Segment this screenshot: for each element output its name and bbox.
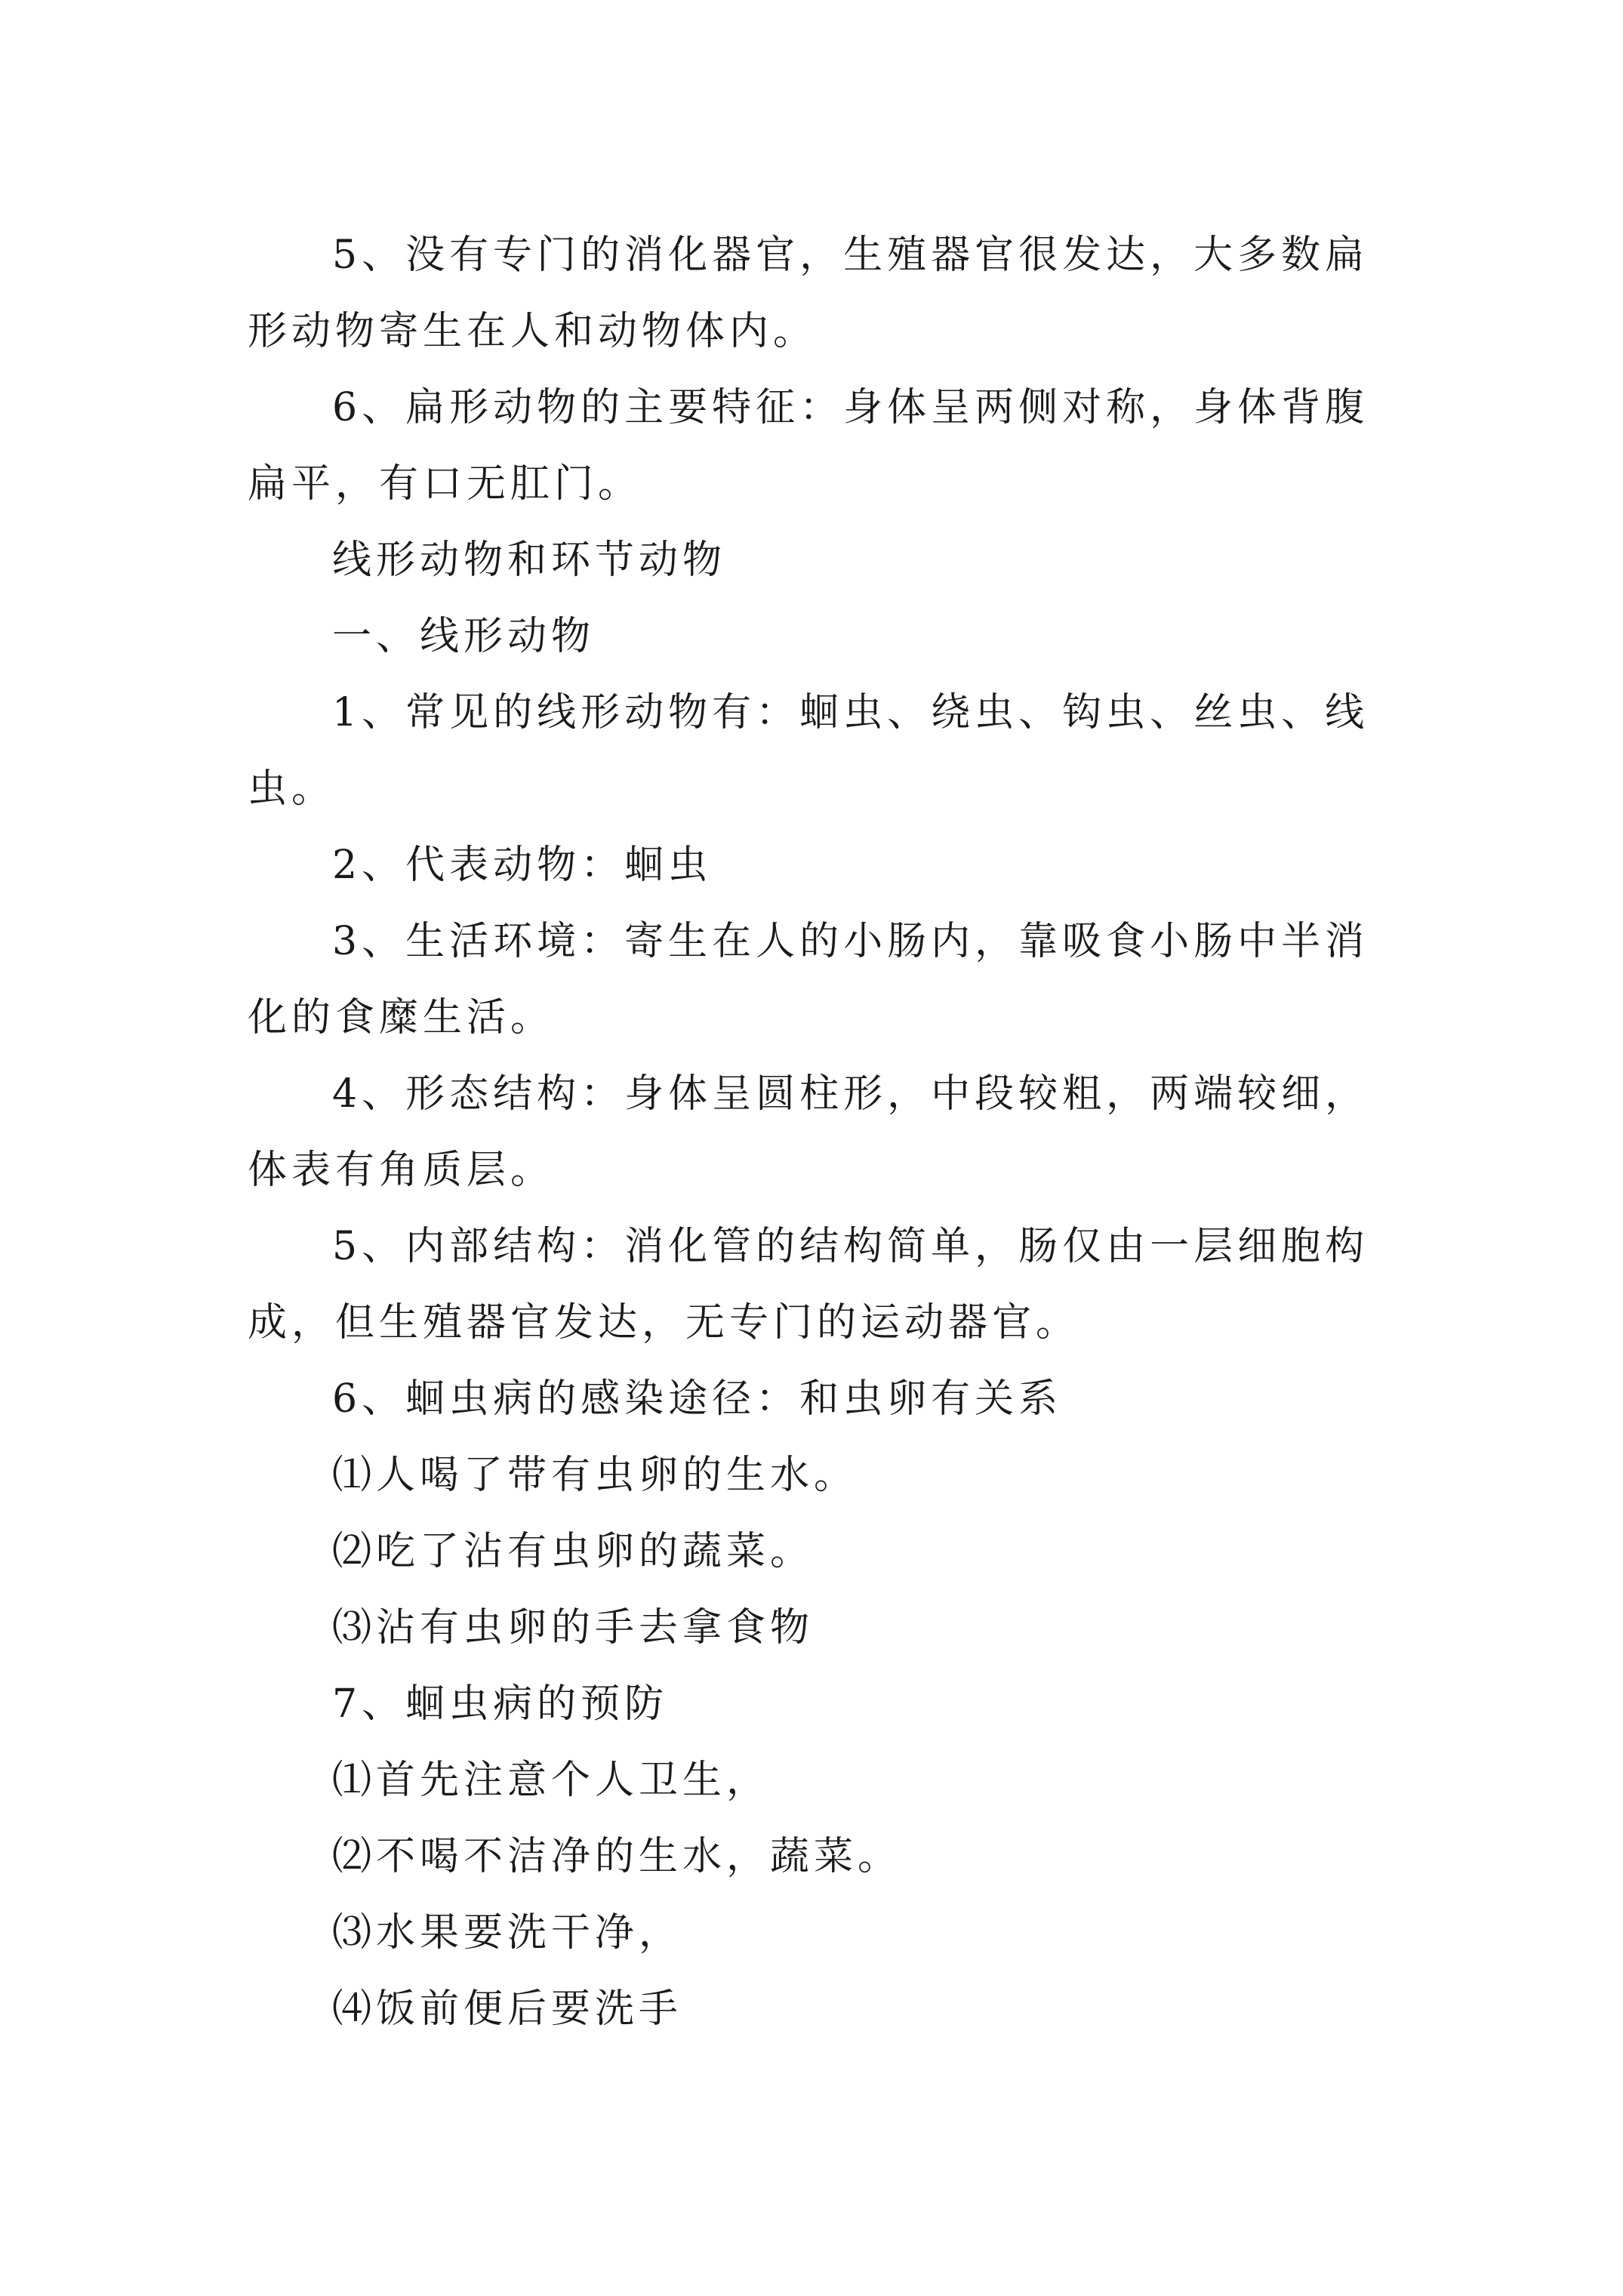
list-item: ⑶沾有虫卵的手去拿食物 [332,1605,815,1650]
paragraph-infection-routes: 6、蛔虫病的感染途径：和虫卵有关系 [332,1376,1063,1422]
list-item: ⑴人喝了带有虫卵的生水。 [332,1453,858,1498]
paragraph-representative: 2、代表动物：蛔虫 [332,843,713,888]
paragraph-prevention-heading: 7、蛔虫病的预防 [332,1681,669,1727]
paragraph-habitat: 3、生活环境：寄生在人的小肠内，靠吸食小肠中半消化的食糜生活。 [248,919,1369,1040]
paragraph-internal-structure: 5、内部结构：消化管的结构简单，肠仅由一层细胞构成，但生殖器官发达，无专门的运动器官。 [248,1224,1369,1345]
list-item: ⑵不喝不洁净的生水，蔬菜。 [332,1834,902,1879]
subsection-heading: 一、线形动物 [332,614,596,659]
list-item: ⑷饭前便后要洗手 [332,1986,683,2032]
list-item: ⑶水果要洗干净， [332,1910,683,1955]
list-item: ⑴首先注意个人卫生， [332,1758,771,1803]
paragraph-common-nematodes: 1、常见的线形动物有：蛔虫、绕虫、钩虫、丝虫、线虫。 [248,690,1369,812]
document-body [248,217,1380,2048]
section-heading: 线形动物和环节动物 [332,538,727,583]
paragraph-morphology: 4、形态结构：身体呈圆柱形，中段较粗，两端较细，体表有角质层。 [248,1071,1369,1193]
paragraph-flatworm-digestion: 5、没有专门的消化器官，生殖器官很发达，大多数扁形动物寄生在人和动物体内。 [248,233,1369,354]
list-item: ⑵吃了沾有虫卵的蔬菜。 [332,1529,815,1574]
paragraph-flatworm-features: 6、扁形动物的主要特征：身体呈两侧对称，身体背腹扁平，有口无肛门。 [248,385,1369,507]
